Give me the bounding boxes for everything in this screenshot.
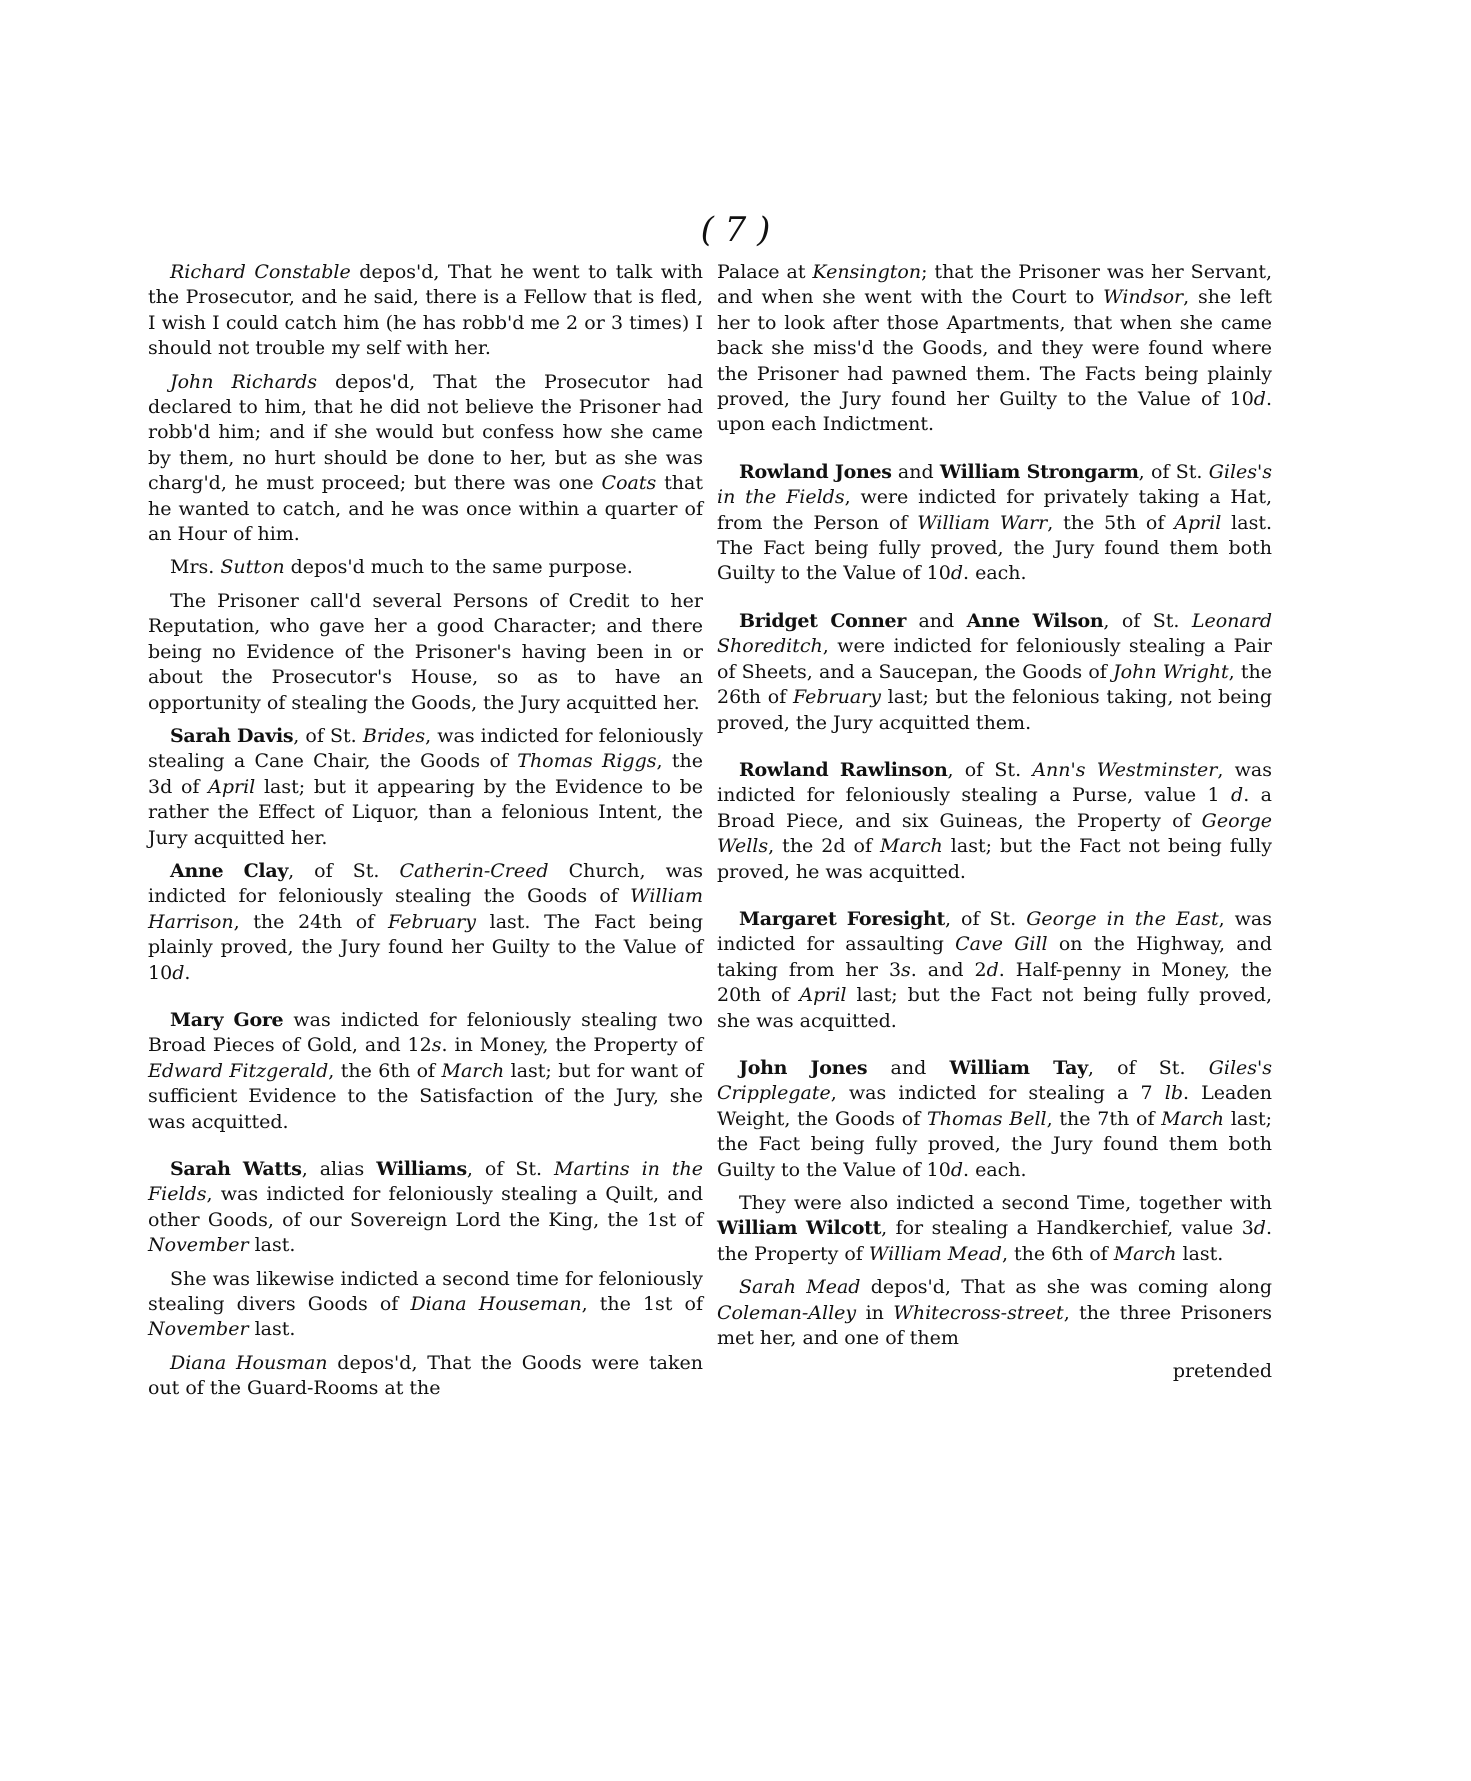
text-run: , were indicted for feloniously stealing a Pair of Sheets, and a Saucepan, the Goods of bbox=[717, 635, 1272, 683]
text-run: , of St. bbox=[947, 758, 1033, 781]
text-run: . the Property of bbox=[717, 1217, 1273, 1265]
text-run: last; the Fact being fully proved, the Jury found them both Guilty to the Value of 10 bbox=[717, 1107, 1273, 1181]
text-run: , the 7th of bbox=[1046, 1107, 1162, 1130]
italic-text: William Warr bbox=[917, 511, 1048, 534]
text-run: and bbox=[867, 1056, 950, 1079]
italic-text: d bbox=[950, 1158, 964, 1181]
text-run: Palace at bbox=[717, 261, 813, 283]
text-run: , of St. bbox=[945, 907, 1027, 930]
italic-text: Sarah Mead bbox=[739, 1276, 861, 1299]
text-run: , of St. bbox=[293, 724, 363, 747]
text-run: , the 26th of bbox=[717, 660, 1272, 709]
italic-text: William Mead bbox=[868, 1242, 1002, 1265]
paragraph bbox=[717, 758, 1272, 885]
italic-text: Giles's Cripplegate bbox=[717, 1056, 1272, 1105]
paragraph bbox=[717, 1191, 1272, 1267]
italic-text: November bbox=[148, 1234, 249, 1257]
italic-text: John Wright bbox=[1113, 660, 1229, 683]
text-run: . each. bbox=[963, 1158, 1027, 1181]
text-run: and bbox=[906, 609, 967, 632]
italic-text: March bbox=[1161, 1107, 1225, 1130]
text-run: and bbox=[891, 460, 940, 483]
italic-text: April bbox=[208, 775, 256, 798]
italic-text: Edward Fitzgerald bbox=[148, 1059, 329, 1082]
text-run: , the three Prisoners met her, and one of them bbox=[717, 1301, 1272, 1350]
italic-text: Windsor bbox=[1103, 286, 1184, 309]
text-run: . bbox=[184, 961, 191, 984]
italic-text: April bbox=[1174, 511, 1222, 534]
defendant-name: Mary Gore bbox=[170, 1008, 284, 1031]
text-run: . a Broad Piece, and six Guineas, the Property of bbox=[717, 784, 1272, 832]
text-run: , she left her to look after those Apartments, that when she came back she miss'd the Goods, and they were found where the Prisoner had pawned them. The Facts being plainly proved, the Jury found her Guilty to the Value of 10 bbox=[717, 286, 1272, 411]
italic-text: Coats bbox=[601, 472, 657, 495]
italic-text: d bbox=[986, 958, 999, 981]
text-run: depos'd, That he went to talk with the Prosecutor, and he said, there is a Fellow that is fled, I wish I could catch him (he has robb'd me 2 or 3 times) I should not trouble my self with her. bbox=[148, 261, 703, 360]
italic-text: lb bbox=[1164, 1082, 1183, 1105]
text-run: last. bbox=[1176, 1242, 1224, 1265]
text-run: depos'd, That the Goods were taken out of the Guard-Rooms at the bbox=[148, 1351, 704, 1400]
paragraph bbox=[717, 1056, 1272, 1183]
italic-text: March bbox=[441, 1059, 505, 1082]
paragraph bbox=[148, 1351, 703, 1402]
italic-text: d bbox=[950, 562, 964, 585]
text-run: ; that the Prisoner was her Servant, and when she went with the Court to bbox=[717, 261, 1272, 309]
page-number: ( 7 ) bbox=[700, 210, 771, 250]
defendant-name: Sarah Watts bbox=[170, 1158, 302, 1180]
defendant-name: Sarah Davis bbox=[170, 724, 294, 747]
text-run: last; but for want of sufficient Evidence to the Satisfaction of the Jury, she was acquitted. bbox=[148, 1059, 703, 1133]
text-run: , were indicted for privately taking a Hat, from the Person of bbox=[717, 486, 1272, 534]
text-run: , the 3d of bbox=[148, 750, 703, 798]
text-run: , the 6th of bbox=[328, 1059, 442, 1082]
text-run: , was indicted for feloniously stealing a Quilt, and other Goods, of our Sovereign Lord the King, the 1st of bbox=[148, 1183, 703, 1231]
paragraph bbox=[717, 609, 1272, 736]
defendant-name: Margaret Foresight bbox=[739, 907, 946, 930]
italic-text: Kensington bbox=[812, 261, 922, 283]
defendant-name: Rowland Jones bbox=[739, 460, 892, 483]
defendant-name: Anne Wilson bbox=[966, 609, 1104, 632]
catchword: pretended bbox=[1172, 1360, 1272, 1383]
italic-text: Catherin-Creed bbox=[399, 859, 549, 882]
text-run: , the 24th of bbox=[233, 910, 388, 933]
text-run: last. The Fact being plainly proved, the Jury found her Guilty to the Value of 10 bbox=[148, 910, 703, 984]
text-run: that he wanted to catch, and he was once within a quarter of an Hour of him. bbox=[148, 472, 703, 546]
text-run: , of St. bbox=[466, 1158, 555, 1180]
paragraph bbox=[717, 460, 1272, 587]
paragraph bbox=[717, 907, 1272, 1034]
italic-text: Sutton bbox=[220, 556, 285, 579]
text-run: . and 2 bbox=[910, 958, 987, 981]
italic-text: George Wells bbox=[717, 809, 1272, 858]
italic-text: Diana Housman bbox=[170, 1351, 328, 1374]
italic-text: Ann's Westminster bbox=[1032, 758, 1218, 781]
defendant-name: Rowland Rawlinson bbox=[739, 758, 948, 781]
text-run: , for stealing a Handkerchief, value 3 bbox=[881, 1217, 1254, 1240]
paragraph bbox=[148, 1008, 703, 1135]
paragraph bbox=[148, 1157, 703, 1259]
paragraph bbox=[148, 859, 703, 986]
text-run: , was indicted for feloniously stealing a Cane Chair, the Goods of bbox=[148, 724, 704, 773]
text-run: . in Money, the Property of bbox=[441, 1034, 703, 1057]
paragraph bbox=[717, 1275, 1272, 1351]
italic-text: s bbox=[901, 958, 911, 981]
italic-text: d bbox=[1253, 1217, 1266, 1240]
left-column bbox=[148, 260, 703, 1410]
text-run: last; but the Fact not being fully proved, he was acquitted. bbox=[717, 835, 1272, 883]
italic-text: Leonard Shoreditch bbox=[717, 609, 1272, 658]
italic-text: Coleman-Alley bbox=[717, 1301, 857, 1324]
paragraph bbox=[148, 260, 703, 362]
text-run: last; but it appearing by the Evidence to be rather the Effect of Liquor, than a felonious Intent, the Jury acquitted her. bbox=[148, 775, 704, 849]
text-run: last; but the felonious taking, not being proved, the Jury acquitted them. bbox=[717, 686, 1272, 734]
italic-text: Cave Gill bbox=[955, 933, 1048, 956]
paragraph bbox=[148, 370, 703, 548]
italic-text: Thomas Riggs bbox=[517, 750, 657, 773]
text-run: , the 6th of bbox=[1001, 1242, 1114, 1265]
italic-text: Thomas Bell bbox=[927, 1107, 1047, 1130]
text-run: last. bbox=[248, 1234, 296, 1257]
text-run: , of St. bbox=[1138, 460, 1209, 483]
defendant-name: William Tay bbox=[949, 1056, 1088, 1079]
defendant-name: Williams bbox=[376, 1158, 467, 1180]
paragraph bbox=[717, 260, 1272, 438]
text-run: Church, was indicted for feloniously stealing the Goods of bbox=[148, 859, 703, 908]
text-run: , was indicted for assaulting bbox=[717, 907, 1272, 956]
italic-text: d bbox=[1231, 784, 1244, 807]
italic-text: Giles's in the Fields bbox=[717, 460, 1272, 509]
text-run: last. bbox=[248, 1318, 296, 1341]
paragraph bbox=[148, 1267, 703, 1343]
text-run: , the 2d of bbox=[768, 835, 881, 858]
text-run: depos'd much to the same purpose. bbox=[284, 556, 633, 579]
text-run: on the Highway, and taking from her 3 bbox=[717, 933, 1272, 981]
italic-text: March bbox=[880, 835, 943, 858]
text-run: , the 1st of bbox=[581, 1293, 703, 1316]
text-run: . Half-penny in Money, the 20th of bbox=[717, 958, 1272, 1007]
text-run: . Leaden Weight, the Goods of bbox=[717, 1082, 1273, 1130]
italic-text: s bbox=[431, 1034, 442, 1057]
italic-text: Martins in the Fields bbox=[148, 1158, 703, 1206]
text-run: She was likewise indicted a second time for feloniously stealing divers Goods of bbox=[148, 1267, 703, 1316]
text-run: was indicted for feloniously stealing two Broad Pieces of Gold, and 12 bbox=[148, 1008, 703, 1057]
text-run: , of St. bbox=[288, 859, 400, 882]
defendant-name: William Strongarm bbox=[939, 460, 1139, 483]
italic-text: February bbox=[387, 910, 476, 933]
italic-text: November bbox=[148, 1318, 249, 1341]
italic-text: d bbox=[1253, 388, 1266, 411]
defendant-name: Anne Clay bbox=[170, 859, 289, 882]
text-run: They were also indicted a second Time, together with bbox=[739, 1192, 1272, 1214]
text-run: last; but the Fact not being fully proved, she was acquitted. bbox=[717, 984, 1272, 1032]
italic-text: John Richards bbox=[170, 370, 318, 393]
italic-text: Richard Constable bbox=[170, 261, 351, 283]
italic-text: March bbox=[1113, 1242, 1177, 1265]
text-run: , was indicted for feloniously stealing a Purse, value 1 bbox=[717, 758, 1272, 807]
text-run: in bbox=[856, 1301, 894, 1324]
text-run: last. The Fact being fully proved, the Jury found them both Guilty to the Value of 10 bbox=[717, 511, 1273, 585]
defendant-name: William Wilcott bbox=[717, 1217, 882, 1240]
defendant-name: Bridget Conner bbox=[739, 609, 907, 632]
text-run: , was indicted for stealing a 7 bbox=[830, 1082, 1165, 1105]
paragraph bbox=[148, 724, 703, 851]
text-run: . each. bbox=[963, 562, 1027, 585]
text-run: , alias bbox=[301, 1158, 377, 1180]
text-run: depos'd, That the Prosecutor had declared to him, that he did not believe the Prisoner had robb'd him; and if she would but confess how she came by them, no hurt should be done to her, but as she was charg'd, he must proceed; but there was one bbox=[148, 370, 704, 495]
text-run: , the 5th of bbox=[1047, 511, 1175, 534]
text-run: . upon each Indictment. bbox=[717, 388, 1272, 436]
defendant-name: John Jones bbox=[739, 1056, 868, 1079]
text-run: , of St. bbox=[1103, 609, 1192, 632]
paragraph bbox=[148, 555, 703, 580]
italic-text: February bbox=[792, 686, 881, 709]
italic-text: William Harrison bbox=[148, 885, 703, 933]
italic-text: April bbox=[799, 984, 847, 1007]
text-run: The Prisoner call'd several Persons of Credit to her Reputation, who gave her a good Character; and there being no Evidence of the Prisoner's having been in or about the Prosecutor's House, so as to have an opportunity of stealing the Goods, the Jury acquitted her. bbox=[148, 589, 703, 714]
paragraph bbox=[148, 589, 703, 716]
italic-text: George in the East bbox=[1026, 907, 1219, 930]
italic-text: d bbox=[172, 961, 185, 984]
text-run: Mrs. bbox=[170, 556, 221, 579]
right-column bbox=[717, 260, 1272, 1385]
italic-text: Whitecross-street bbox=[893, 1301, 1064, 1324]
italic-text: Diana Houseman bbox=[410, 1293, 582, 1316]
italic-text: Brides bbox=[362, 724, 426, 747]
text-run: , of St. bbox=[1087, 1056, 1209, 1079]
text-run: depos'd, That as she was coming along bbox=[860, 1276, 1272, 1299]
